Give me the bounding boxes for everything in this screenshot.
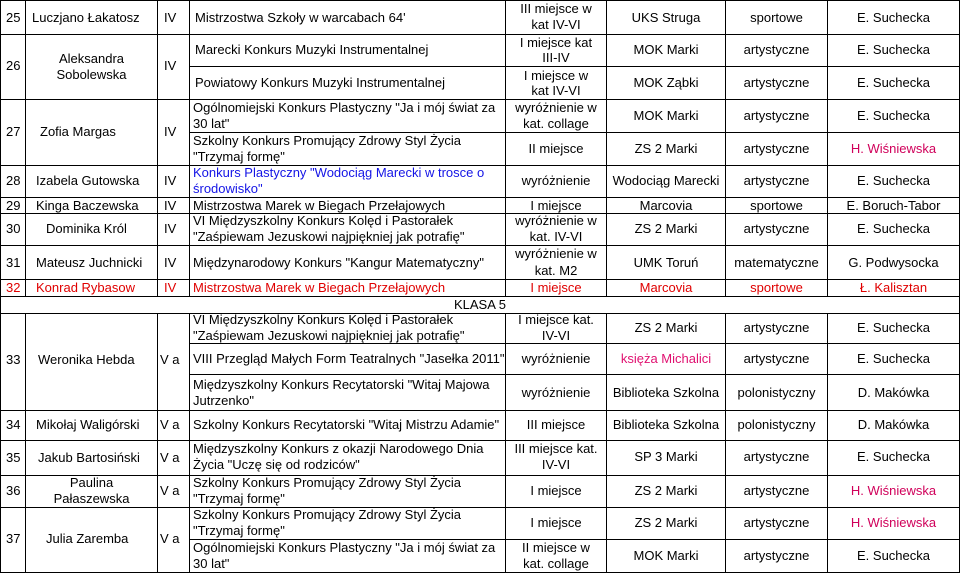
row-27b-place: II miejsce (528, 141, 584, 156)
row-26b-organizer: MOK Ząbki (633, 75, 699, 90)
row-26b-type: artystyczne (743, 75, 810, 90)
row-36-class: V a (160, 483, 180, 498)
row-28-no: 28 (6, 173, 21, 188)
row-37a-contest-2: "Trzymaj formę" (193, 523, 285, 538)
row-35-contest-1: Międzyszkolny Konkurs z okazji Narodowego Dnia (193, 441, 484, 456)
row-37-name: Julia Zaremba (46, 531, 129, 546)
row-26a-contest: Marecki Konkurs Muzyki Instrumentalnej (195, 42, 429, 57)
row-36-organizer: ZS 2 Marki (634, 483, 698, 498)
row-33c-contest-1: Międzyszkolny Konkurs Recytatorski "Witaj Majowa (193, 377, 490, 392)
row-26a-place-2: III-IV (542, 50, 570, 65)
row-29-contest: Mistrzostwa Marek w Biegach Przełajowych (193, 198, 446, 213)
row-26b-place-1: I miejsce w (523, 68, 589, 83)
row-30-place-1: wyróżnienie w (515, 213, 597, 228)
row-36-contest-1: Szkolny Konkurs Promujący Zdrowy Styl Życia (193, 475, 462, 490)
row-35-no: 35 (6, 450, 21, 465)
row-34-teacher: D. Makówka (857, 417, 930, 432)
row-33a-type: artystyczne (743, 320, 810, 335)
row-27a-contest-1: Ogólnomiejski Konkurs Plastyczny "Ja i mój świat za (193, 100, 496, 115)
row-26-name-1: Aleksandra (58, 51, 125, 66)
row-30-name: Dominika Król (46, 221, 127, 236)
row-25-name: Luczjano Łakatosz (32, 10, 140, 25)
row-35-type: artystyczne (743, 449, 810, 464)
row-30-place-2: kat. IV-VI (529, 229, 583, 244)
row-26-no: 26 (6, 58, 21, 73)
row-37b-teacher: E. Suchecka (857, 548, 930, 563)
row-37a-organizer: ZS 2 Marki (634, 515, 698, 530)
row-37-no: 37 (6, 531, 21, 546)
row-32-contest: Mistrzostwa Marek w Biegach Przełajowych (193, 280, 446, 295)
row-29-type: sportowe (750, 198, 803, 213)
row-25-type: sportowe (750, 10, 803, 25)
row-28-name: Izabela Gutowska (36, 173, 140, 188)
row-27a-place-1: wyróżnienie w (515, 100, 597, 115)
row-33c-type: polonistyczny (737, 385, 816, 400)
row-32-class: IV (164, 280, 177, 295)
row-36-teacher: H. Wiśniewska (850, 483, 937, 498)
row-30-type: artystyczne (743, 221, 810, 236)
row-30-no: 30 (6, 221, 21, 236)
row-33-name: Weronika Hebda (38, 352, 135, 367)
row-36-place: I miejsce (530, 483, 582, 498)
row-33a-teacher: E. Suchecka (857, 320, 930, 335)
row-37b-place-1: II miejsce w (522, 540, 590, 555)
row-26a-type: artystyczne (743, 42, 810, 57)
row-37b-organizer: MOK Marki (633, 548, 699, 563)
row-31-no: 31 (6, 255, 21, 270)
row-28-contest-1: Konkurs Plastyczny "Wodociąg Marecki w trosce o (193, 165, 485, 180)
row-32-organizer: Marcovia (639, 280, 693, 295)
row-33c-organizer: Biblioteka Szkolna (612, 385, 720, 400)
row-35-class: V a (160, 450, 180, 465)
row-37a-place: I miejsce (530, 515, 582, 530)
row-27b-teacher: H. Wiśniewska (850, 141, 937, 156)
row-27b-contest-1: Szkolny Konkurs Promujący Zdrowy Styl Życia (193, 133, 462, 148)
row-37b-type: artystyczne (743, 548, 810, 563)
row-34-contest: Szkolny Konkurs Recytatorski "Witaj Mistrzu Adamie" (193, 417, 500, 432)
row-35-contest-2: Życia "Uczę się od rodziców" (193, 457, 360, 472)
row-29-teacher: E. Boruch-Tabor (846, 198, 941, 213)
row-31-contest: Międzynarodowy Konkurs "Kangur Matematyczny" (193, 255, 485, 270)
row-31-place-2: kat. M2 (534, 263, 578, 278)
row-33a-place-2: IV-VI (541, 328, 571, 343)
row-35-place-2: IV-VI (541, 457, 571, 472)
row-33b-teacher: E. Suchecka (857, 351, 930, 366)
row-30-teacher: E. Suchecka (857, 221, 930, 236)
row-36-no: 36 (6, 483, 21, 498)
row-30-contest-2: "Zaśpiewam Jezuskowi najpiękniej jak potrafię" (193, 229, 465, 244)
row-26a-place-1: I miejsce kat (519, 35, 593, 50)
row-26-class: IV (164, 58, 177, 73)
row-37b-contest-2: 30 lat" (193, 556, 230, 571)
row-29-name: Kinga Baczewska (36, 198, 139, 213)
row-31-name: Mateusz Juchnicki (36, 255, 143, 270)
row-37a-teacher: H. Wiśniewska (850, 515, 937, 530)
row-28-contest-2: środowisko" (193, 181, 263, 196)
row-34-organizer: Biblioteka Szkolna (612, 417, 720, 432)
row-33-no: 33 (6, 352, 21, 367)
row-32-name: Konrad Rybasow (36, 280, 135, 295)
row-29-class: IV (164, 198, 177, 213)
row-31-organizer: UMK Toruń (633, 255, 699, 270)
row-29-organizer: Marcovia (639, 198, 693, 213)
row-27a-teacher: E. Suchecka (857, 108, 930, 123)
row-25-no: 25 (6, 10, 21, 25)
row-36-name-2: Pałaszewska (53, 491, 130, 506)
row-34-no: 34 (6, 417, 21, 432)
row-34-name: Mikołaj Waligórski (36, 417, 140, 432)
row-33a-contest-2: "Zaśpiewam Jezuskowi najpiękniej jak potrafię" (193, 328, 465, 343)
row-31-place-1: wyróżnienie w (515, 246, 597, 261)
row-37-class: V a (160, 531, 180, 546)
row-34-place: III miejsce (526, 417, 586, 432)
row-27a-organizer: MOK Marki (633, 108, 699, 123)
row-25-place-1: III miejsce w (520, 1, 592, 16)
row-36-contest-2: "Trzymaj formę" (193, 491, 285, 506)
row-33a-contest-1: VI Międzyszkolny Konkurs Kolęd i Pastorałek (193, 312, 454, 327)
row-32-teacher: Ł. Kalisztan (859, 280, 928, 295)
row-35-organizer: SP 3 Marki (634, 449, 698, 464)
section-heading-class-5: KLASA 5 (453, 297, 507, 312)
row-27b-organizer: ZS 2 Marki (634, 141, 698, 156)
row-27-name: Zofia Margas (40, 124, 116, 139)
row-26a-teacher: E. Suchecka (857, 42, 930, 57)
row-27-no: 27 (6, 124, 21, 139)
row-27a-contest-2: 30 lat" (193, 116, 230, 131)
row-28-class: IV (164, 173, 177, 188)
row-31-type: matematyczne (734, 255, 819, 270)
row-37b-place-2: kat. collage (523, 556, 589, 571)
row-26b-place-2: kat IV-VI (531, 83, 581, 98)
row-28-place: wyróżnienie (521, 173, 591, 188)
row-36-type: artystyczne (743, 483, 810, 498)
row-26b-teacher: E. Suchecka (857, 75, 930, 90)
row-37a-contest-1: Szkolny Konkurs Promujący Zdrowy Styl Życia (193, 507, 462, 522)
row-35-teacher: E. Suchecka (857, 449, 930, 464)
row-35-place-1: III miejsce kat. (514, 441, 598, 456)
row-32-type: sportowe (750, 280, 803, 295)
row-28-type: artystyczne (743, 173, 810, 188)
row-26a-organizer: MOK Marki (633, 42, 699, 57)
row-33c-place: wyróżnienie (521, 385, 591, 400)
row-33-class: V a (160, 352, 180, 367)
row-33a-place-1: I miejsce kat. (518, 312, 594, 327)
row-37a-type: artystyczne (743, 515, 810, 530)
row-32-place: I miejsce (530, 280, 582, 295)
row-34-type: polonistyczny (737, 417, 816, 432)
row-25-contest: Mistrzostwa Szkoły w warcabach 64' (195, 10, 406, 25)
row-28-organizer: Wodociąg Marecki (612, 173, 720, 188)
row-31-teacher: G. Podwysocka (848, 255, 939, 270)
row-29-place: I miejsce (530, 198, 582, 213)
row-29-no: 29 (6, 198, 21, 213)
row-26-name-2: Sobolewska (56, 67, 127, 82)
row-27a-place-2: kat. collage (523, 116, 589, 131)
row-27b-contest-2: "Trzymaj formę" (193, 149, 285, 164)
row-33b-organizer: księża Michalici (620, 351, 712, 366)
row-35-name: Jakub Bartosiński (38, 450, 140, 465)
row-30-organizer: ZS 2 Marki (634, 221, 698, 236)
row-33a-organizer: ZS 2 Marki (634, 320, 698, 335)
row-37b-contest-1: Ogólnomiejski Konkurs Plastyczny "Ja i mój świat za (193, 540, 496, 555)
row-33c-contest-2: Jutrzenko" (193, 393, 254, 408)
row-34-class: V a (160, 417, 180, 432)
row-25-organizer: UKS Struga (631, 10, 701, 25)
row-25-teacher: E. Suchecka (857, 10, 930, 25)
row-36-name-1: Paulina (69, 475, 114, 490)
row-27-class: IV (164, 124, 177, 139)
row-33b-place: wyróżnienie (521, 351, 591, 366)
row-30-contest-1: VI Międzyszkolny Konkurs Kolęd i Pastorałek (193, 213, 454, 228)
row-33b-contest: VIII Przegląd Małych Form Teatralnych "Jasełka 2011" (193, 351, 505, 366)
row-27b-type: artystyczne (743, 141, 810, 156)
row-25-class: IV (164, 10, 177, 25)
row-28-teacher: E. Suchecka (857, 173, 930, 188)
row-30-class: IV (164, 221, 177, 236)
row-26b-contest: Powiatowy Konkurs Muzyki Instrumentalnej (195, 75, 445, 90)
row-33b-type: artystyczne (743, 351, 810, 366)
row-32-no: 32 (6, 280, 21, 295)
row-31-class: IV (164, 255, 177, 270)
row-33c-teacher: D. Makówka (857, 385, 930, 400)
row-25-place-2: kat IV-VI (531, 17, 581, 32)
row-27a-type: artystyczne (743, 108, 810, 123)
